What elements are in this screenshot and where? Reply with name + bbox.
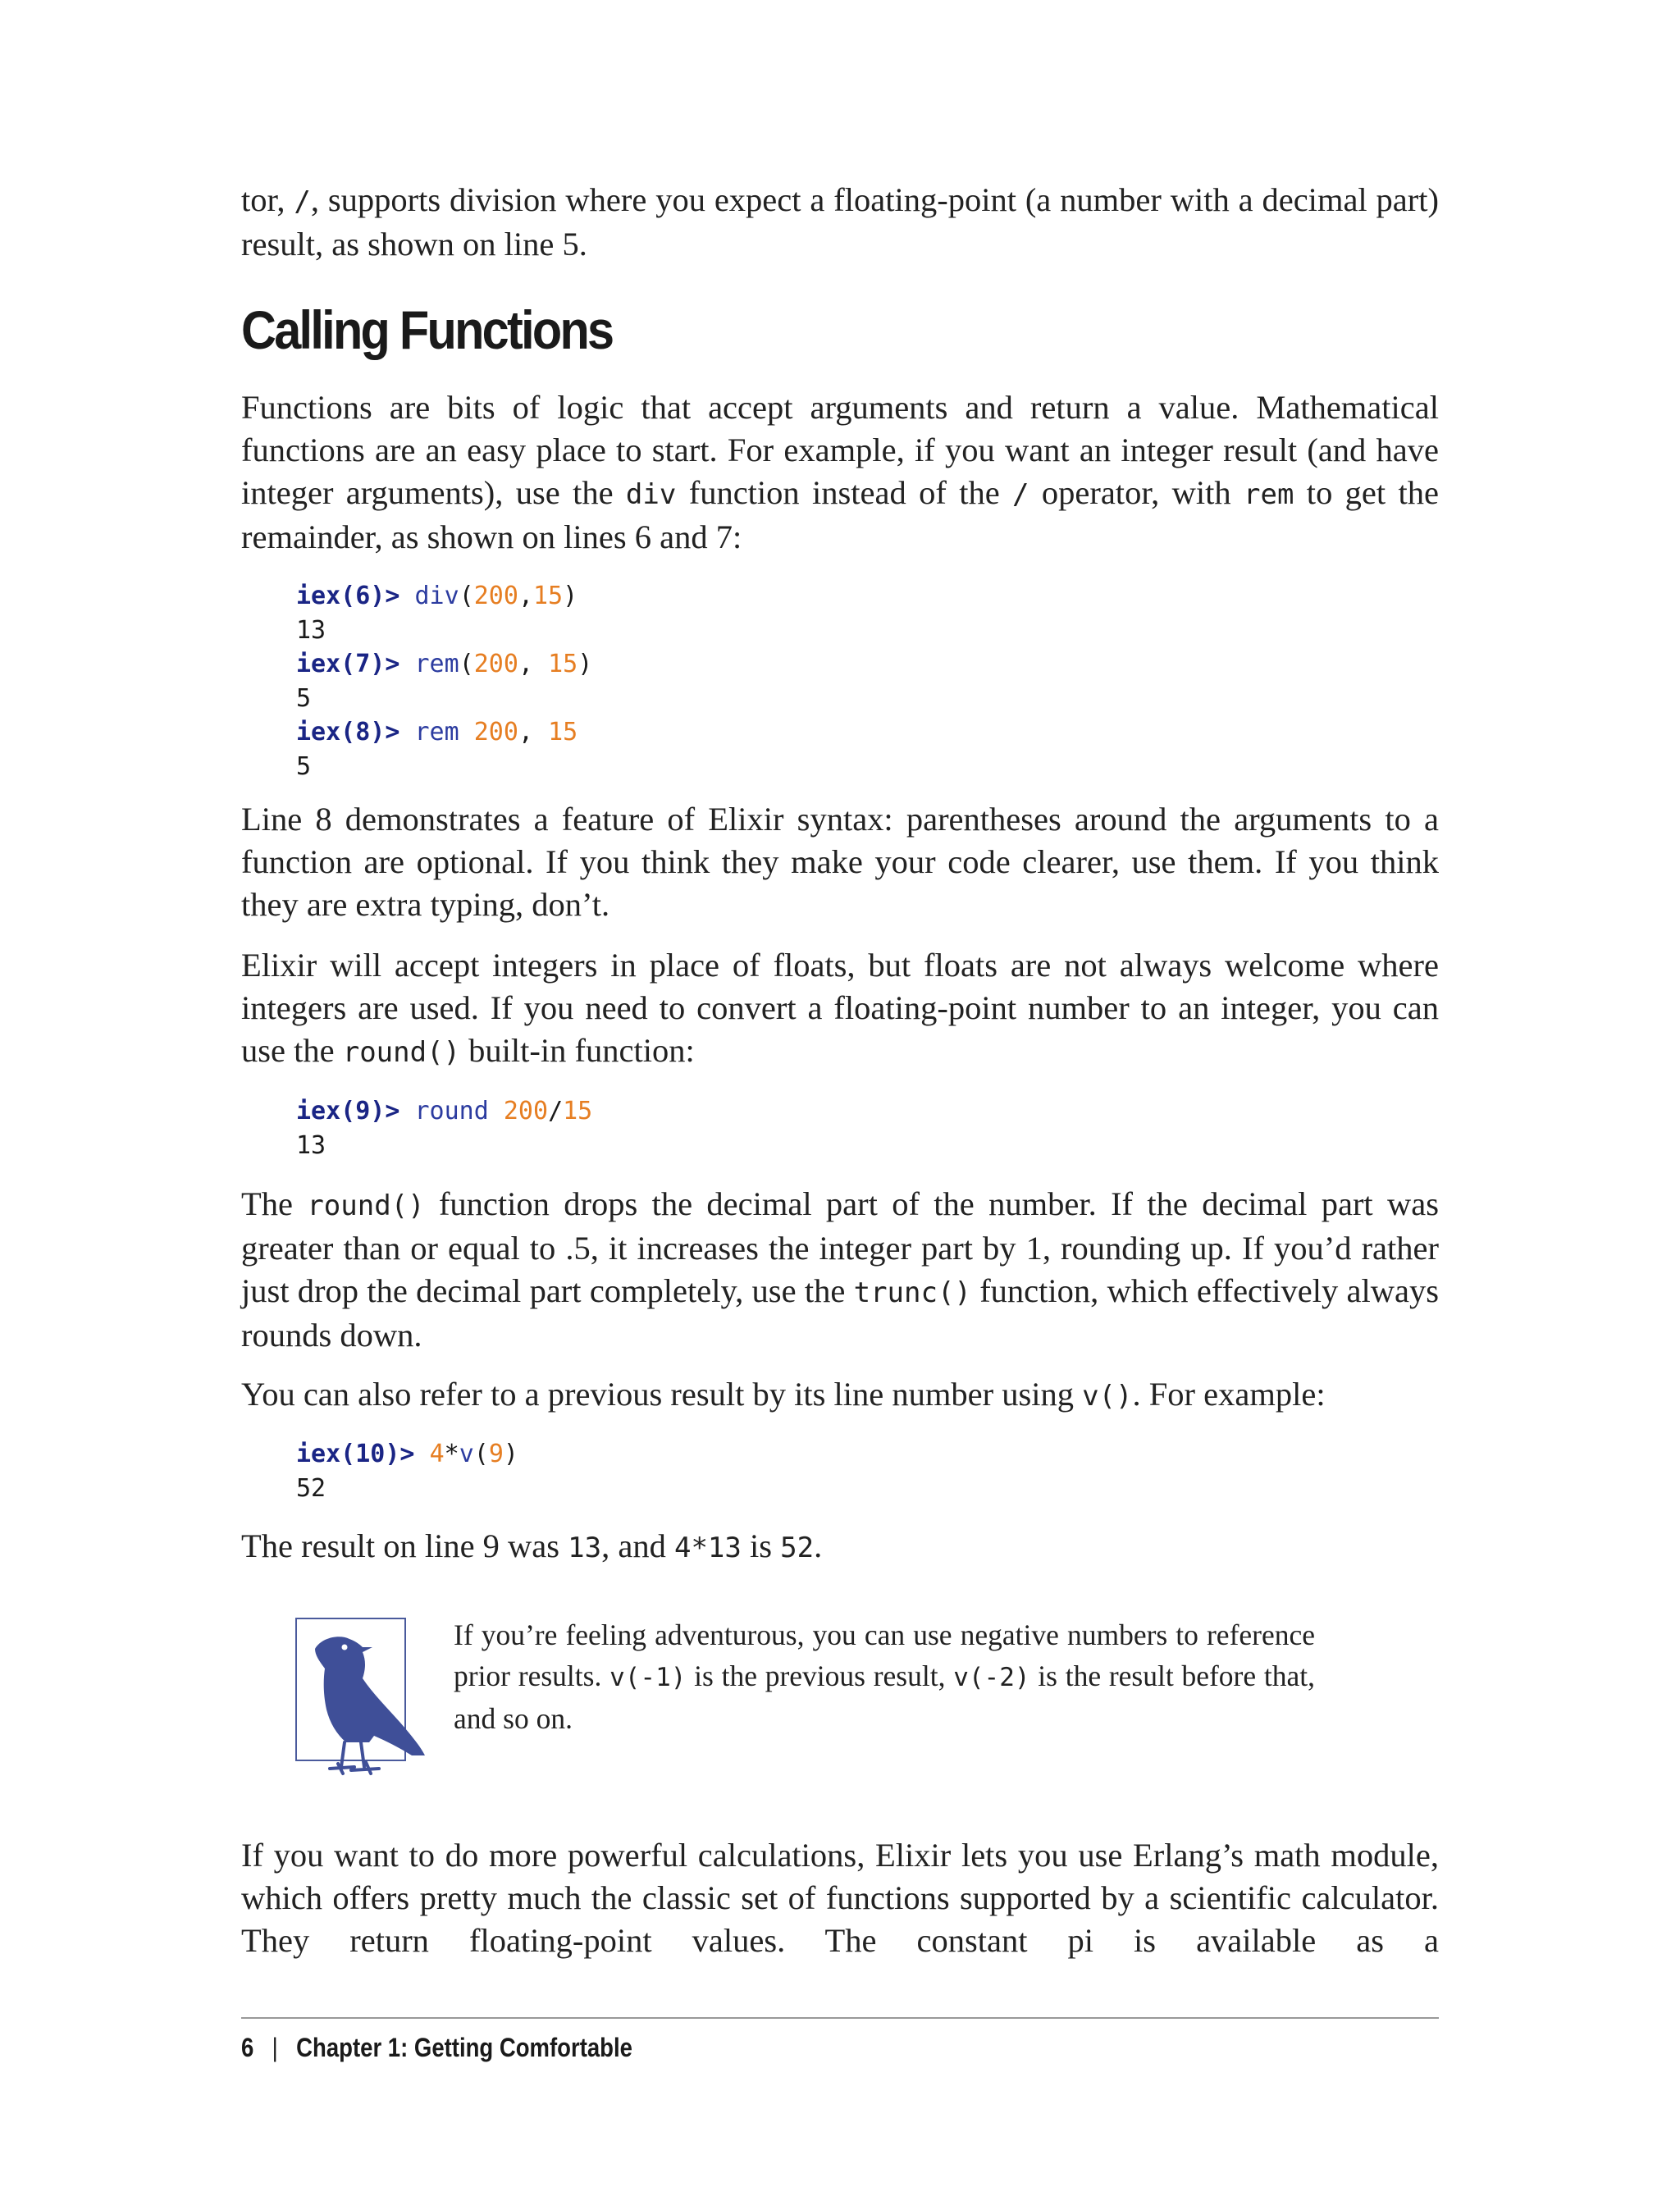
inline-code: v(-1) — [609, 1663, 687, 1692]
inline-code: 13 — [568, 1532, 602, 1564]
code-number: 200 — [473, 582, 518, 610]
code-punct: , — [518, 650, 549, 678]
text-run: built-in function: — [460, 1032, 695, 1069]
code-punct: ( — [473, 1440, 489, 1468]
text-run: is — [741, 1527, 781, 1564]
inline-code: rem — [1244, 478, 1294, 511]
page-footer — [241, 2023, 632, 2072]
code-number: 9 — [488, 1440, 504, 1468]
code-listing-round — [296, 1094, 592, 1162]
code-output: 52 — [296, 1473, 326, 1503]
paragraph-parentheses: Line 8 demonstrates a feature of Elixir syntax: parentheses around the arguments to a function are optional. If you think they make your code clearer, use them. If you think they are extra typing, don’t. — [241, 801, 1439, 923]
paragraph-result-line9 — [241, 1525, 1439, 1569]
paragraph-previous-result — [241, 1373, 1439, 1418]
paragraph-round-trunc — [241, 1183, 1439, 1357]
code-function: rem — [414, 718, 459, 746]
intro-paragraph — [241, 179, 1439, 266]
code-number: 200 — [503, 1097, 549, 1125]
code-punct: ) — [563, 582, 578, 610]
code-number: 15 — [548, 718, 578, 746]
text-run: If you’re feeling adventurous, you can use negative numbers to reference prior results. — [454, 1618, 1315, 1692]
iex-prompt: iex(7)> — [296, 650, 400, 678]
bird-icon — [297, 1623, 428, 1787]
code-punct: ( — [459, 650, 474, 678]
code-number: 200 — [473, 718, 518, 746]
text-run: is the previous result, — [686, 1659, 954, 1692]
text-run: . For example: — [1132, 1376, 1326, 1413]
code-line — [296, 718, 578, 746]
inline-code: 4*13 — [673, 1532, 742, 1564]
page-number: 6 — [241, 2033, 254, 2062]
text-run: function, which effectively always rounds down. — [241, 1272, 1440, 1354]
code-punct: , — [518, 718, 549, 746]
text-run: to get the remainder, as shown on lines 6 and 7: — [241, 474, 1439, 555]
section-title: Calling Functions — [241, 299, 613, 360]
text-run: The — [241, 1185, 308, 1222]
text-run: function drops the decimal part of the number. If the decimal part was greater than or equal to .5, it increases the integer part by 1, rounding up. If you’d rather just drop the decimal part completely, use the — [241, 1185, 1440, 1309]
paragraph-round-intro — [241, 944, 1439, 1074]
code-punct: ) — [578, 650, 593, 678]
text-run: operator, with — [1029, 474, 1244, 511]
code-operator: * — [444, 1440, 459, 1468]
code-punct — [459, 718, 474, 746]
text-run: , and — [601, 1527, 674, 1564]
paragraph-erlang-math: If you want to do more powerful calculations, Elixir lets you use Erlang’s math module, which offers pretty much the classic set of functions supported by a scientific calculator. They return floating-point values. The constant pi is available as a — [241, 1837, 1439, 1959]
text-run: is the result before that, and so on. — [454, 1659, 1315, 1735]
inline-code: div — [625, 478, 677, 511]
code-output: 5 — [296, 751, 312, 781]
code-punct: ( — [459, 582, 474, 610]
code-operator: / — [548, 1097, 564, 1125]
inline-code: trunc() — [853, 1276, 971, 1309]
inline-code: v(-2) — [953, 1663, 1030, 1692]
code-number: 15 — [563, 1097, 593, 1125]
code-output: 5 — [296, 683, 312, 713]
code-punct: , — [518, 582, 533, 610]
inline-code: / — [1012, 478, 1029, 511]
text-run: tor, — [241, 181, 294, 218]
code-output: 13 — [296, 615, 326, 645]
code-function: v — [459, 1440, 474, 1468]
text-run: function instead of the — [676, 474, 1013, 511]
code-punct: ) — [503, 1440, 518, 1468]
code-line — [296, 582, 578, 610]
code-listing-div-rem — [296, 579, 592, 783]
footer-separator: | — [272, 2033, 278, 2062]
footer-rule — [241, 2017, 1439, 2019]
code-line — [296, 650, 592, 678]
code-line — [296, 1440, 518, 1468]
code-number: 15 — [548, 650, 578, 678]
code-number: 200 — [473, 650, 518, 678]
code-line — [296, 1097, 592, 1125]
code-function: round — [414, 1097, 489, 1125]
inline-code: v() — [1082, 1380, 1133, 1413]
iex-prompt: iex(6)> — [296, 582, 400, 610]
inline-code: round() — [307, 1189, 425, 1222]
text-run: Elixir will accept integers in place of floats, but floats are not always welcome where integers are used. If you need to convert a floating-point number to an integer, you can use the — [241, 947, 1439, 1069]
note-text — [454, 1614, 1315, 1739]
iex-prompt: iex(10)> — [296, 1440, 415, 1468]
iex-prompt: iex(9)> — [296, 1097, 400, 1125]
text-run: , supports division where you expect a floating-point (a number with a decimal part) result, as shown on line 5. — [241, 181, 1439, 262]
chapter-title: Chapter 1: Getting Comfortable — [296, 2033, 632, 2062]
iex-prompt: iex(8)> — [296, 718, 400, 746]
code-function: div — [414, 582, 459, 610]
code-number: 4 — [429, 1440, 445, 1468]
inline-code: round() — [342, 1036, 461, 1069]
code-output: 13 — [296, 1130, 326, 1160]
code-listing-v — [296, 1437, 518, 1505]
text-run: The result on line 9 was — [241, 1527, 568, 1564]
code-function: rem — [414, 650, 459, 678]
paragraph-functions — [241, 386, 1439, 559]
code-number: 15 — [533, 582, 564, 610]
text-run: . — [814, 1527, 823, 1564]
inline-code: 52 — [780, 1532, 815, 1564]
text-run: Functions are bits of logic that accept arguments and return a value. Mathematical functions are an easy place to start. For example, if you want an integer result (and have integer arguments), use the — [241, 389, 1439, 511]
inline-code: / — [294, 185, 311, 218]
text-run: You can also refer to a previous result by its line number using — [241, 1376, 1083, 1413]
